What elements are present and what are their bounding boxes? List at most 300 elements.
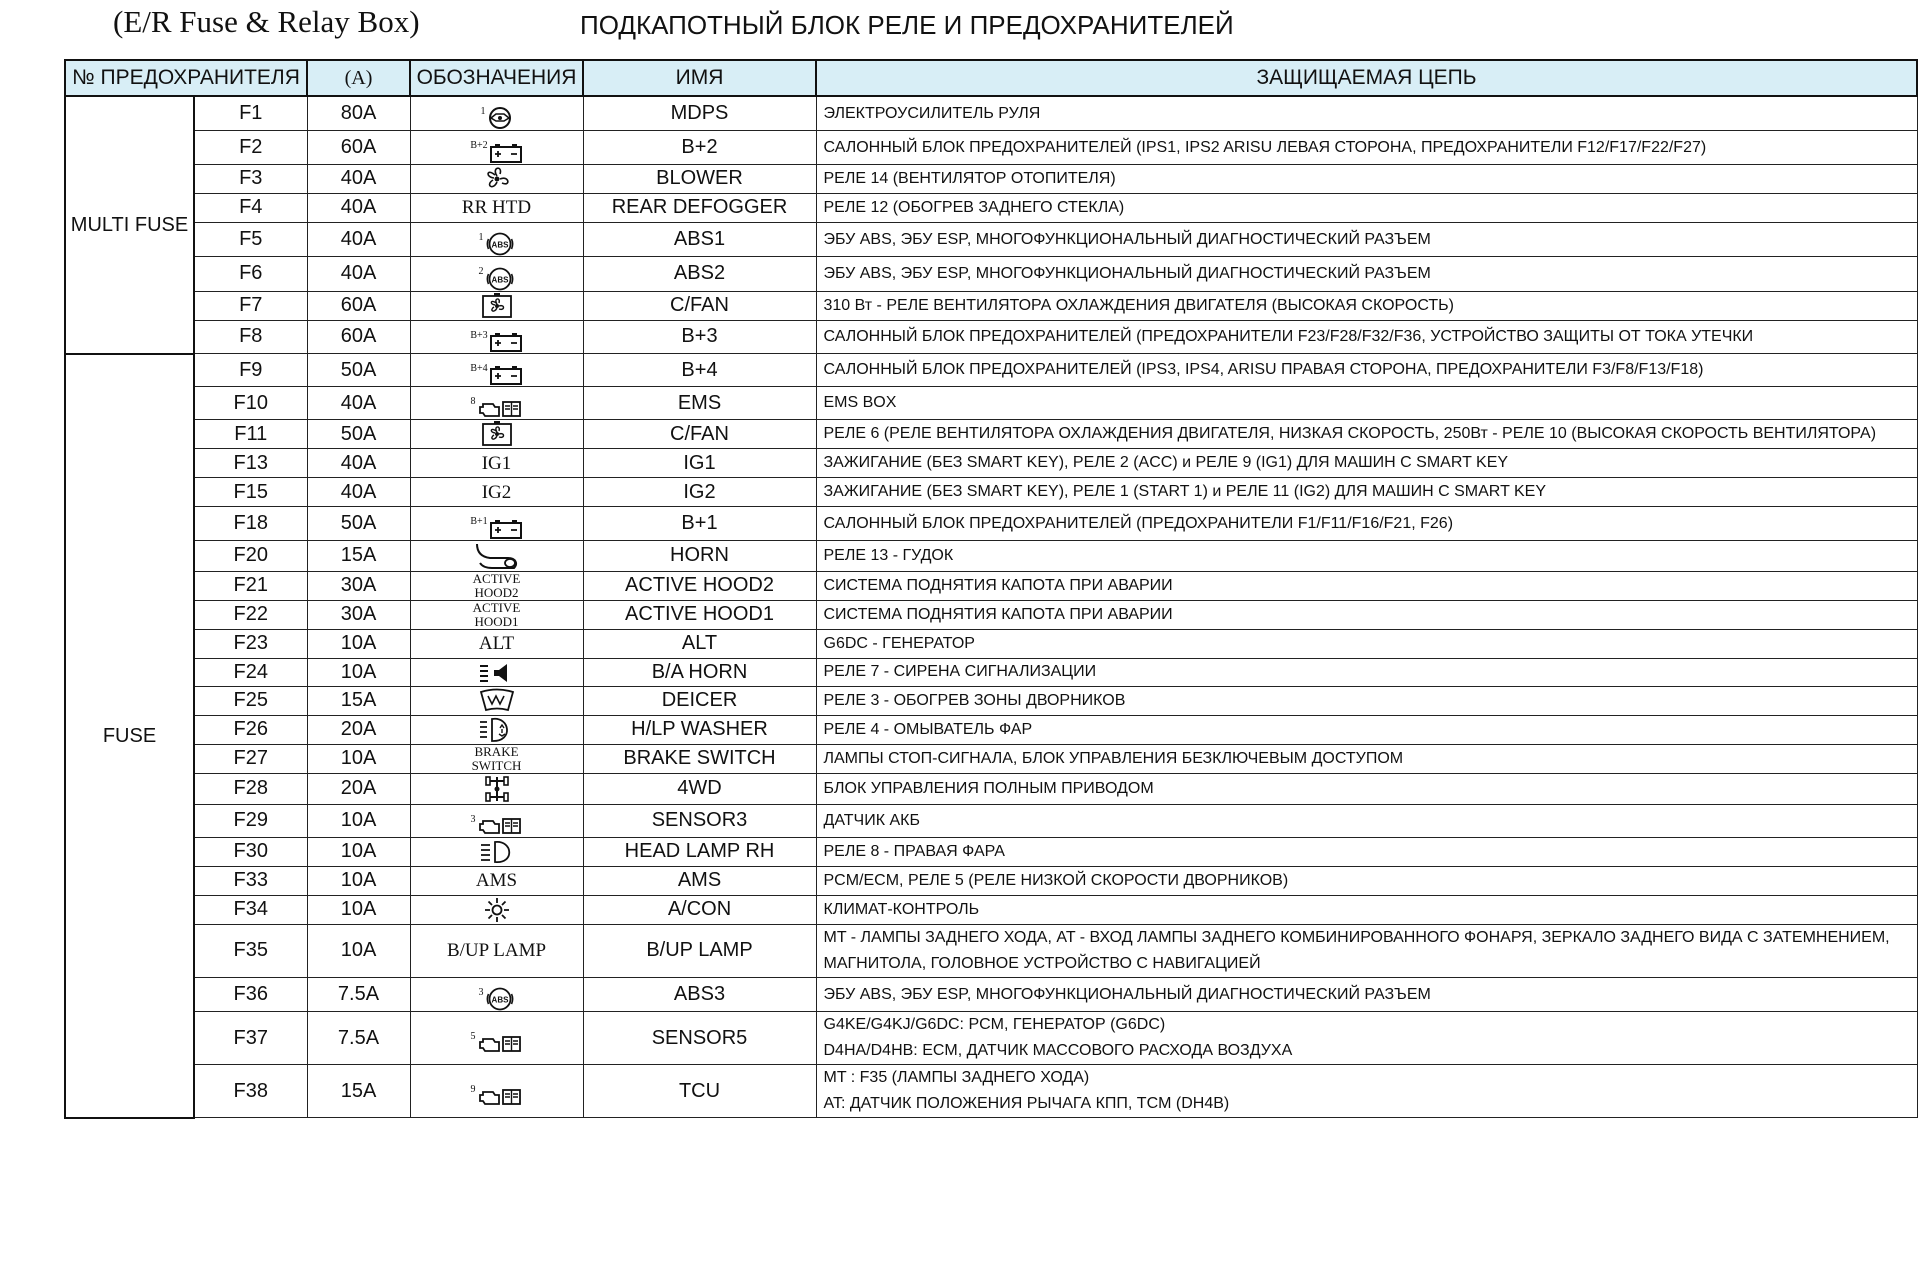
protected-circuit — [816, 540, 1917, 571]
symbol-wrap — [479, 839, 515, 865]
cooling-fan-icon — [480, 293, 514, 319]
fuse-ampere: 50A — [307, 507, 410, 540]
circuit-line: САЛОННЫЙ БЛОК ПРЕДОХРАНИТЕЛЕЙ (IPS3, IPS4, ARISU ПРАВАЯ СТОРОНА, ПРЕДОХРАНИТЕЛИ F3/F8/F13/F18) — [823, 361, 1704, 379]
header-name: ИМЯ — [583, 60, 816, 96]
table-row — [65, 866, 1917, 895]
table-row — [65, 257, 1917, 291]
circuit-line-2: AT: ДАТЧИК ПОЛОЖЕНИЯ РЫЧАГА КПП, TCM (DH4B) — [823, 1095, 1230, 1113]
fuse-number: F29 — [194, 804, 307, 837]
circuit-line: 310 Вт - РЕЛЕ ВЕНТИЛЯТОРА ОХЛАЖДЕНИЯ ДВИГАТЕЛЯ (ВЫСОКАЯ СКОРОСТЬ) — [823, 296, 1454, 314]
protected-circuit — [816, 131, 1917, 164]
fuse-ampere: 30A — [307, 600, 410, 629]
table-row — [65, 804, 1917, 837]
fuse-ampere: 80A — [307, 96, 410, 131]
fuse-ampere: 50A — [307, 354, 410, 387]
fuse-name: ABS3 — [583, 977, 816, 1011]
fuse-symbol — [410, 131, 583, 164]
fuse-symbol — [410, 320, 583, 353]
table-row — [65, 895, 1917, 924]
circuit-line-2: D4HA/D4HB: ECM, ДАТЧИК МАССОВОГО РАСХОДА ВОЗДУХА — [823, 1042, 1293, 1060]
protected-circuit — [816, 193, 1917, 222]
fuse-number: F9 — [194, 354, 307, 387]
protected-circuit — [816, 164, 1917, 193]
symbol-wrap — [479, 266, 515, 290]
fuse-name: IG1 — [583, 449, 816, 478]
fuse-ampere: 40A — [307, 387, 410, 420]
symbol-text-line2: HOOD2 — [474, 584, 519, 600]
svg-text:ABS: ABS — [491, 275, 508, 285]
symbol-wrap — [479, 987, 515, 1011]
fuse-ampere: 40A — [307, 222, 410, 256]
table-row — [65, 96, 1917, 131]
fuse-name: B/UP LAMP — [583, 924, 816, 977]
protected-circuit — [816, 571, 1917, 600]
fuse-ampere: 7.5A — [307, 1012, 410, 1065]
table-row — [65, 449, 1917, 478]
engine-book-icon — [477, 1031, 523, 1054]
fuse-name: DEICER — [583, 686, 816, 715]
circuit-line-2: МАГНИТОЛА, ГОЛОВНОЕ УСТРОЙСТВО С НАВИГАЦИЕЙ — [823, 954, 1261, 972]
circuit-line: РЕЛЕ 6 (РЕЛЕ ВЕНТИЛЯТОРА ОХЛАЖДЕНИЯ ДВИГАТЕЛЯ, НИЗКАЯ СКОРОСТЬ, 250Вт - РЕЛЕ 10 (ВЫСОКАЯ СКОРОСТЬ ВЕНТИЛЯТОРА) — [823, 425, 1877, 443]
fuse-number: F5 — [194, 222, 307, 256]
circuit-line: MT - ЛАМПЫ ЗАДНЕГО ХОДА, AT - ВХОД ЛАМПЫ ЗАДНЕГО КОМБИНИРОВАННОГО ФОНАРЯ, ЗЕРКАЛО ЗАДНЕГО ВИДА С ЗАТЕМНЕНИЕМ, — [823, 928, 1890, 946]
fuse-symbol — [410, 686, 583, 715]
engine-book-icon — [477, 814, 523, 837]
fuse-number: F7 — [194, 291, 307, 320]
fuse-number: F2 — [194, 131, 307, 164]
fuse-symbol — [410, 629, 583, 658]
symbol-wrap — [471, 814, 523, 837]
circuit-line: ЛАМПЫ СТОП-СИГНАЛА, БЛОК УПРАВЛЕНИЯ БЕЗКЛЮЧЕВЫМ ДОСТУПОМ — [823, 749, 1404, 767]
fan-icon — [481, 165, 513, 193]
symbol-index: 3 — [470, 813, 476, 825]
fuse-symbol — [410, 658, 583, 686]
fuse-symbol — [410, 222, 583, 256]
protected-circuit — [816, 507, 1917, 540]
fuse-symbol — [410, 449, 583, 478]
circuit-line: КЛИМАТ-КОНТРОЛЬ — [823, 900, 980, 918]
fuse-name: IG2 — [583, 478, 816, 507]
protected-circuit — [816, 773, 1917, 804]
fuse-name: B/A HORN — [583, 658, 816, 686]
alarm-horn-icon — [478, 660, 516, 684]
symbol-wrap — [481, 106, 513, 130]
fuse-symbol — [410, 1012, 583, 1065]
protected-circuit — [816, 924, 1917, 977]
fuse-number: F6 — [194, 257, 307, 291]
circuit-line: ЭЛЕКТРОУСИЛИТЕЛЬ РУЛЯ — [823, 104, 1041, 122]
fuse-ampere: 60A — [307, 291, 410, 320]
protected-circuit — [816, 744, 1917, 773]
fuse-symbol — [410, 257, 583, 291]
fuse-number: F10 — [194, 387, 307, 420]
circuit-line: ДАТЧИК АКБ — [823, 811, 920, 829]
fuse-number: F28 — [194, 773, 307, 804]
table-row — [65, 837, 1917, 866]
fuse-name: REAR DEFOGGER — [583, 193, 816, 222]
fuse-number: F22 — [194, 600, 307, 629]
fuse-name: B+2 — [583, 131, 816, 164]
circuit-line: РЕЛЕ 14 (ВЕНТИЛЯТОР ОТОПИТЕЛЯ) — [823, 169, 1116, 187]
table-row — [65, 507, 1917, 540]
table-row — [65, 773, 1917, 804]
table-row — [65, 658, 1917, 686]
circuit-line: G4KE/G4KJ/G6DC: PCM, ГЕНЕРАТОР (G6DC) — [823, 1016, 1166, 1034]
circuit-line: РЕЛЕ 8 - ПРАВАЯ ФАРА — [823, 842, 1005, 860]
fuse-name: ALT — [583, 629, 816, 658]
windshield-deicer-icon — [479, 688, 515, 714]
protected-circuit — [816, 478, 1917, 507]
fuse-symbol — [410, 1065, 583, 1118]
fuse-ampere: 20A — [307, 773, 410, 804]
symbol-index: B+1 — [470, 516, 488, 528]
fuse-ampere: 30A — [307, 571, 410, 600]
fuse-ampere: 10A — [307, 658, 410, 686]
fuse-name: B+4 — [583, 354, 816, 387]
circuit-line: РЕЛЕ 3 - ОБОГРЕВ ЗОНЫ ДВОРНИКОВ — [823, 691, 1126, 709]
header-symbol: ОБОЗНАЧЕНИЯ — [410, 60, 583, 96]
circuit-line: БЛОК УПРАВЛЕНИЯ ПОЛНЫМ ПРИВОДОМ — [823, 779, 1154, 797]
circuit-line: ЭБУ ABS, ЭБУ ESP, МНОГОФУНКЦИОНАЛЬНЫЙ ДИАГНОСТИЧЕСКИЙ РАЗЪЕМ — [823, 264, 1431, 282]
symbol-wrap — [470, 363, 522, 386]
circuit-line: РЕЛЕ 7 - СИРЕНА СИГНАЛИЗАЦИИ — [823, 663, 1097, 681]
table-row — [65, 320, 1917, 353]
fuse-ampere: 60A — [307, 320, 410, 353]
title-russian: ПОДКАПОТНЫЙ БЛОК РЕЛЕ И ПРЕДОХРАНИТЕЛЕЙ — [580, 10, 1234, 40]
fuse-number: F24 — [194, 658, 307, 686]
headlamp-icon — [479, 839, 515, 865]
fuse-ampere: 10A — [307, 629, 410, 658]
symbol-wrap — [471, 1031, 523, 1054]
table-row — [65, 478, 1917, 507]
fuse-number: F13 — [194, 449, 307, 478]
fuse-name: EMS — [583, 387, 816, 420]
cooling-fan-icon — [480, 421, 514, 447]
fuse-ampere: 40A — [307, 257, 410, 291]
engine-book-icon — [477, 396, 523, 419]
fuse-symbol — [410, 571, 583, 600]
symbol-index: 9 — [470, 1084, 476, 1096]
header-row — [65, 60, 1917, 96]
table-row — [65, 291, 1917, 320]
fuse-symbol — [410, 837, 583, 866]
steering-wheel-icon — [487, 106, 513, 130]
fuse-ampere: 10A — [307, 924, 410, 977]
fuse-table — [64, 59, 1918, 1119]
protected-circuit — [816, 320, 1917, 353]
fuse-number: F27 — [194, 744, 307, 773]
fuse-number: F25 — [194, 686, 307, 715]
fuse-name: ACTIVE HOOD1 — [583, 600, 816, 629]
fuse-name: B+1 — [583, 507, 816, 540]
fuse-number: F35 — [194, 924, 307, 977]
fuse-symbol — [410, 291, 583, 320]
symbol-index: B+2 — [470, 140, 488, 152]
symbol-wrap — [479, 232, 515, 256]
fuse-name: TCU — [583, 1065, 816, 1118]
symbol-index: 5 — [470, 1031, 476, 1043]
symbol-text-line1: BRAKE — [474, 743, 519, 759]
fuse-number: F37 — [194, 1012, 307, 1065]
table-row — [65, 686, 1917, 715]
fuse-number: F36 — [194, 977, 307, 1011]
fuse-number: F23 — [194, 629, 307, 658]
fuse-symbol — [410, 773, 583, 804]
protected-circuit — [816, 291, 1917, 320]
fuse-name: SENSOR3 — [583, 804, 816, 837]
protected-circuit — [816, 600, 1917, 629]
fuse-symbol — [410, 540, 583, 571]
fuse-number: F33 — [194, 866, 307, 895]
fuse-symbol — [410, 804, 583, 837]
fuse-name: A/CON — [583, 895, 816, 924]
fuse-symbol — [410, 744, 583, 773]
circuit-line: MT : F35 (ЛАМПЫ ЗАДНЕГО ХОДА) — [823, 1069, 1090, 1087]
fuse-symbol — [410, 478, 583, 507]
symbol-wrap — [482, 774, 512, 804]
table-row — [65, 354, 1917, 387]
fuse-ampere: 40A — [307, 478, 410, 507]
fuse-symbol — [410, 895, 583, 924]
fuse-name: C/FAN — [583, 291, 816, 320]
protected-circuit — [816, 715, 1917, 744]
symbol-text-line1: ACTIVE — [472, 599, 521, 615]
group-multi-fuse: MULTI FUSE — [65, 96, 194, 354]
horn-icon — [474, 541, 520, 571]
table-row — [65, 571, 1917, 600]
fuse-ampere: 40A — [307, 164, 410, 193]
fuse-symbol — [410, 977, 583, 1011]
symbol-wrap — [483, 896, 511, 924]
protected-circuit — [816, 658, 1917, 686]
fuse-number: F15 — [194, 478, 307, 507]
circuit-line: ЗАЖИГАНИЕ (БЕЗ SMART KEY), РЕЛЕ 1 (START 1) и РЕЛЕ 11 (IG2) ДЛЯ МАШИН С SMART KEY — [823, 483, 1547, 501]
circuit-line: ЗАЖИГАНИЕ (БЕЗ SMART KEY), РЕЛЕ 2 (ACC) и РЕЛЕ 9 (IG1) ДЛЯ МАШИН С SMART KEY — [823, 454, 1509, 472]
fuse-ampere: 10A — [307, 804, 410, 837]
fuse-ampere: 50A — [307, 420, 410, 449]
fuse-name: MDPS — [583, 96, 816, 131]
symbol-index: B+3 — [470, 329, 488, 341]
table-row — [65, 131, 1917, 164]
fuse-name: BLOWER — [583, 164, 816, 193]
fuse-ampere: 40A — [307, 193, 410, 222]
svg-text:ABS: ABS — [491, 240, 508, 250]
circuit-line: САЛОННЫЙ БЛОК ПРЕДОХРАНИТЕЛЕЙ (ПРЕДОХРАНИТЕЛИ F23/F28/F32/F36, УСТРОЙСТВО ЗАЩИТЫ ОТ ТОКА УТЕЧКИ — [823, 327, 1754, 345]
table-row — [65, 1012, 1917, 1065]
protected-circuit — [816, 1065, 1917, 1118]
symbol-text-line2: HOOD1 — [474, 613, 519, 629]
symbol-wrap — [480, 421, 514, 447]
protected-circuit — [816, 866, 1917, 895]
fuse-number: F1 — [194, 96, 307, 131]
symbol-index: 8 — [470, 396, 476, 408]
fuse-symbol — [410, 193, 583, 222]
circuit-line: РЕЛЕ 4 - ОМЫВАТЕЛЬ ФАР — [823, 720, 1033, 738]
symbol-wrap — [474, 541, 520, 571]
group-fuse: FUSE — [65, 354, 194, 1118]
fuse-ampere: 10A — [307, 837, 410, 866]
circuit-line: САЛОННЫЙ БЛОК ПРЕДОХРАНИТЕЛЕЙ (IPS1, IPS2 ARISU ЛЕВАЯ СТОРОНА, ПРЕДОХРАНИТЕЛИ F12/F17/F22/F27) — [823, 138, 1707, 156]
circuit-line: САЛОННЫЙ БЛОК ПРЕДОХРАНИТЕЛЕЙ (ПРЕДОХРАНИТЕЛИ F1/F11/F16/F21, F26) — [823, 514, 1454, 532]
symbol-text-line1: ACTIVE — [472, 570, 521, 586]
table-row — [65, 222, 1917, 256]
symbol-wrap — [470, 140, 522, 163]
header-ampere: (A) — [307, 60, 410, 96]
fuse-name: ACTIVE HOOD2 — [583, 571, 816, 600]
fuse-ampere: 10A — [307, 895, 410, 924]
table-row — [65, 977, 1917, 1011]
fuse-name: SENSOR5 — [583, 1012, 816, 1065]
table-row — [65, 193, 1917, 222]
table-row — [65, 1065, 1917, 1118]
fuse-number: F3 — [194, 164, 307, 193]
protected-circuit — [816, 804, 1917, 837]
fuse-ampere: 60A — [307, 131, 410, 164]
symbol-text: ALT — [478, 633, 515, 655]
fuse-symbol — [410, 420, 583, 449]
fuse-symbol — [410, 600, 583, 629]
symbol-wrap — [478, 716, 516, 744]
protected-circuit — [816, 837, 1917, 866]
title-english: (E/R Fuse & Relay Box) — [113, 4, 420, 39]
fuse-ampere: 20A — [307, 715, 410, 744]
fuse-number: F38 — [194, 1065, 307, 1118]
headlamp-washer-icon — [478, 716, 516, 744]
table-row — [65, 600, 1917, 629]
symbol-text-line2: SWITCH — [471, 757, 522, 773]
fuse-symbol — [410, 924, 583, 977]
table-row — [65, 924, 1917, 977]
table-row — [65, 629, 1917, 658]
table-row — [65, 164, 1917, 193]
battery-icon — [489, 330, 523, 353]
symbol-text: IG2 — [481, 481, 512, 503]
symbol-wrap — [470, 516, 522, 539]
abs-icon — [485, 987, 515, 1011]
table-row — [65, 387, 1917, 420]
symbol-wrap — [470, 330, 522, 353]
fuse-name: AMS — [583, 866, 816, 895]
fuse-ampere: 40A — [307, 449, 410, 478]
fuse-ampere: 10A — [307, 866, 410, 895]
fuse-number: F26 — [194, 715, 307, 744]
fuse-ampere: 7.5A — [307, 977, 410, 1011]
symbol-index: 3 — [478, 986, 484, 998]
circuit-line: РЕЛЕ 12 (ОБОГРЕВ ЗАДНЕГО СТЕКЛА) — [823, 198, 1125, 216]
fuse-number: F11 — [194, 420, 307, 449]
symbol-text: IG1 — [481, 452, 512, 474]
symbol-wrap — [471, 1084, 523, 1107]
engine-book-icon — [477, 1084, 523, 1107]
fuse-symbol — [410, 866, 583, 895]
abs-icon — [485, 266, 515, 290]
circuit-line: EMS BOX — [823, 394, 897, 412]
fuse-number: F8 — [194, 320, 307, 353]
circuit-line: ЭБУ ABS, ЭБУ ESP, МНОГОФУНКЦИОНАЛЬНЫЙ ДИАГНОСТИЧЕСКИЙ РАЗЪЕМ — [823, 230, 1431, 248]
fuse-name: HORN — [583, 540, 816, 571]
circuit-line: СИСТЕМА ПОДНЯТИЯ КАПОТА ПРИ АВАРИИ — [823, 605, 1173, 623]
header-circuit: ЗАЩИЩАЕМАЯ ЦЕПЬ — [816, 60, 1917, 96]
circuit-line: ЭБУ ABS, ЭБУ ESP, МНОГОФУНКЦИОНАЛЬНЫЙ ДИАГНОСТИЧЕСКИЙ РАЗЪЕМ — [823, 985, 1431, 1003]
protected-circuit — [816, 387, 1917, 420]
fuse-name: BRAKE SWITCH — [583, 744, 816, 773]
fuse-symbol — [410, 96, 583, 131]
fuse-symbol — [410, 354, 583, 387]
fuse-name: C/FAN — [583, 420, 816, 449]
fuse-ampere: 15A — [307, 540, 410, 571]
symbol-index: 1 — [480, 106, 486, 117]
protected-circuit — [816, 449, 1917, 478]
circuit-line: РЕЛЕ 13 - ГУДОК — [823, 546, 954, 564]
fuse-symbol — [410, 164, 583, 193]
fuse-name: B+3 — [583, 320, 816, 353]
protected-circuit — [816, 257, 1917, 291]
fuse-name: 4WD — [583, 773, 816, 804]
symbol-index: 1 — [478, 231, 484, 243]
fuse-number: F20 — [194, 540, 307, 571]
fuse-number: F34 — [194, 895, 307, 924]
fuse-number: F30 — [194, 837, 307, 866]
protected-circuit — [816, 222, 1917, 256]
fuse-symbol — [410, 387, 583, 420]
symbol-text: AMS — [475, 870, 518, 892]
symbol-wrap — [478, 660, 516, 684]
symbol-wrap — [479, 688, 515, 714]
circuit-line: PCM/ECM, РЕЛЕ 5 (РЕЛЕ НИЗКОЙ СКОРОСТИ ДВОРНИКОВ) — [823, 871, 1289, 889]
symbol-wrap — [480, 293, 514, 319]
battery-icon — [489, 516, 523, 539]
protected-circuit — [816, 686, 1917, 715]
fuse-name: ABS2 — [583, 257, 816, 291]
fuse-symbol — [410, 715, 583, 744]
protected-circuit — [816, 895, 1917, 924]
fuse-name: HEAD LAMP RH — [583, 837, 816, 866]
fuse-number: F4 — [194, 193, 307, 222]
symbol-wrap — [481, 165, 513, 193]
symbol-text: RR HTD — [461, 197, 532, 219]
fuse-name: H/LP WASHER — [583, 715, 816, 744]
ac-icon — [483, 896, 511, 924]
protected-circuit — [816, 629, 1917, 658]
circuit-line: G6DC - ГЕНЕРАТОР — [823, 634, 975, 652]
header-fuse-no: № ПРЕДОХРАНИТЕЛЯ — [65, 60, 307, 96]
protected-circuit — [816, 1012, 1917, 1065]
table-row — [65, 540, 1917, 571]
battery-icon — [489, 140, 523, 163]
circuit-line: СИСТЕМА ПОДНЯТИЯ КАПОТА ПРИ АВАРИИ — [823, 576, 1173, 594]
fuse-ampere: 10A — [307, 744, 410, 773]
protected-circuit — [816, 354, 1917, 387]
fuse-number: F21 — [194, 571, 307, 600]
protected-circuit — [816, 977, 1917, 1011]
4wd-icon — [482, 774, 512, 804]
symbol-wrap — [471, 396, 523, 419]
fuse-name: ABS1 — [583, 222, 816, 256]
table-row — [65, 744, 1917, 773]
symbol-index: B+4 — [470, 363, 488, 375]
fuse-ampere: 15A — [307, 686, 410, 715]
protected-circuit — [816, 96, 1917, 131]
abs-icon — [485, 232, 515, 256]
battery-icon — [489, 363, 523, 386]
symbol-text: B/UP LAMP — [446, 940, 547, 962]
fuse-symbol — [410, 507, 583, 540]
svg-text:ABS: ABS — [491, 995, 508, 1005]
symbol-index: 2 — [478, 266, 484, 278]
fuse-ampere: 15A — [307, 1065, 410, 1118]
table-row — [65, 715, 1917, 744]
protected-circuit — [816, 420, 1917, 449]
